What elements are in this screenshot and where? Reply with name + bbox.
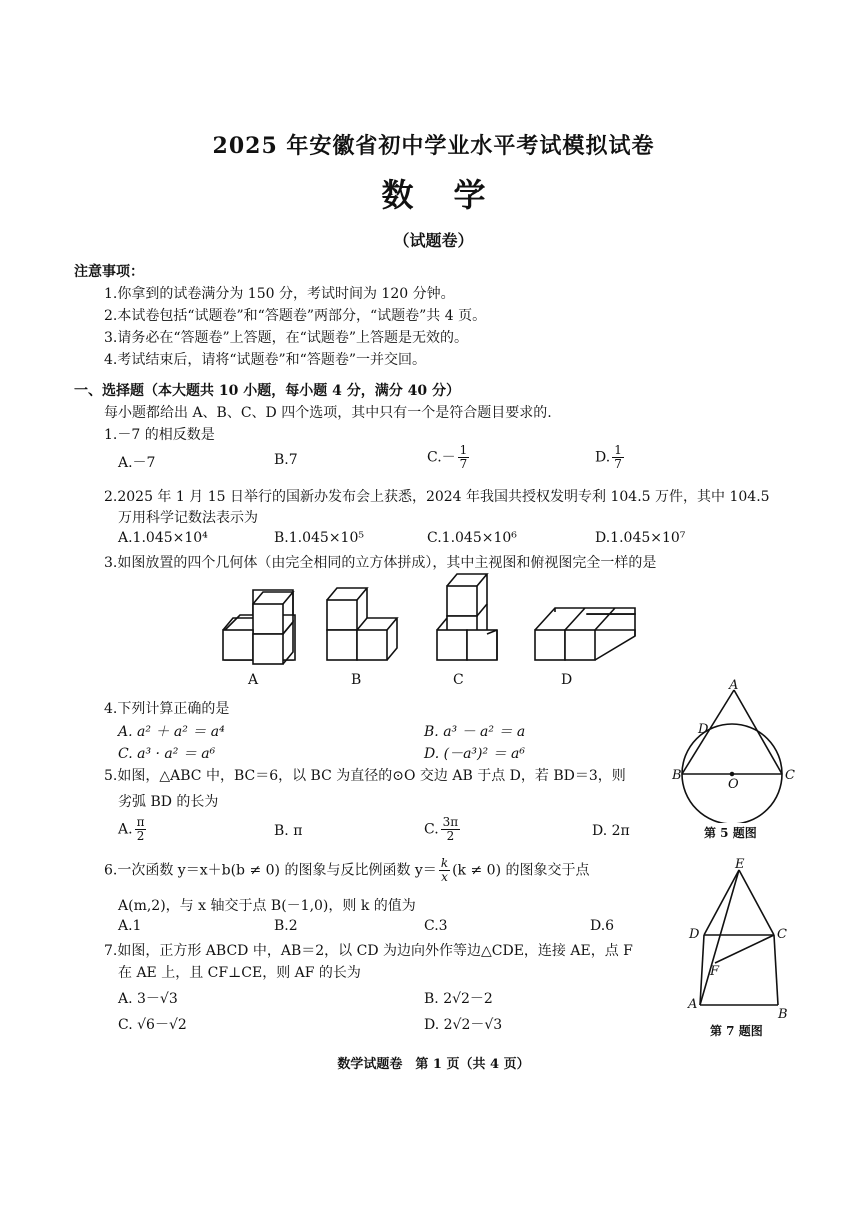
q3-solids-figure [215,570,645,700]
q6-option-a: A.1 [118,918,142,934]
q2-option-c: C.1.045×10⁶ [427,530,517,546]
q2-stem-line1: 2.2025 年 1 月 15 日举行的国新办发布会上获悉，2024 年我国共授权发明专利 104.5 万件，其中 104.5 [104,489,770,505]
solid-d [535,608,635,660]
section-heading: 一、选择题（本大题共 10 小题，每小题 4 分，满分 40 分） [74,383,460,399]
fraction-numerator: k [440,856,449,870]
q7-option-d: D. 2√2－√3 [424,1017,503,1033]
point-label-b: B [778,1007,788,1020]
point-label-f: F [710,964,720,979]
fraction-denominator: 2 [136,829,145,843]
q2-stem-line2: 万用科学记数法表示为 [118,510,258,526]
point-label-a: A [688,997,698,1012]
q3-label-c: C [453,672,464,688]
q1-option-d-prefix: D. [595,449,611,466]
q3-label-b: B [351,672,362,688]
subject-title: 数学 [381,176,526,214]
q5-option-a-prefix: A. [118,821,133,838]
q7-figure-caption: 第 7 题图 [710,1024,763,1038]
fraction-denominator: 7 [614,457,622,471]
fraction-numerator: π [136,815,145,829]
q5-stem-line2: 劣弧 BD 的长为 [118,794,219,810]
notice-item: 4.考试结束后，请将“试题卷”和“答题卷”一并交回。 [104,352,426,368]
point-label-o: O [728,777,739,792]
q5-option-a [118,816,148,843]
point-label-e: E [735,857,745,872]
q5-option-c [424,816,462,843]
q1-option-d-fraction [612,444,624,471]
point-label-b: B [672,768,682,783]
solid-a [223,590,295,664]
point-label-c: C [777,927,787,942]
q6-option-d: D.6 [590,918,615,934]
q6-option-b: B.2 [274,918,298,934]
paper-type: （试题卷） [393,231,474,250]
page-footer: 数学试题卷 第 1 页（共 4 页） [337,1057,530,1072]
q7-option-b: B. 2√2－2 [424,991,493,1007]
q5-option-c-fraction [441,816,461,843]
q3-stem: 3.如图放置的四个几何体（由完全相同的立方体拼成），其中主视图和俯视图完全一样的是 [104,555,657,571]
q5-option-a-fraction [135,816,147,843]
notice-heading: 注意事项： [74,264,144,280]
q3-label-a: A [248,672,259,688]
fraction-numerator: 1 [614,443,622,457]
q2-option-b: B.1.045×10⁵ [274,530,364,546]
q2-option-d: D.1.045×10⁷ [595,530,686,546]
q4-option-a: A. a² ＋ a² ＝ a⁴ [118,724,225,740]
q4-stem: 4.下列计算正确的是 [104,701,230,717]
q5-option-b: B. π [274,823,303,839]
q1-option-a: A.－7 [118,455,156,471]
fraction-numerator: 1 [459,443,468,457]
q1-option-c-prefix: C.－ [427,449,456,466]
notice-item: 2.本试卷包括“试题卷”和“答题卷”两部分，“试题卷”共 4 页。 [104,308,487,324]
q7-option-a: A. 3－√3 [118,991,178,1007]
solid-c [437,574,497,660]
q5-option-c-prefix: C. [424,821,439,838]
q7-stem-line1: 7.如图，正方形 ABCD 中，AB＝2，以 CD 为边向外作等边△CDE，连接 AE，点 F [104,943,633,959]
q4-option-c: C. a³ · a² ＝ a⁶ [118,746,216,762]
fraction-denominator: 2 [446,829,455,843]
q7-stem-line2: 在 AE 上，且 CF⊥CE，则 AF 的长为 [118,965,361,981]
q4-option-d: D. (－a³)² ＝ a⁶ [424,746,525,762]
fraction-denominator: x [441,870,448,884]
q7-figure [684,855,794,1020]
q3-label-d: D [561,672,573,688]
q5-figure-caption: 第 5 题图 [704,826,757,840]
section-instruction: 每小题都给出 A、B、C、D 四个选项，其中只有一个是符合题目要求的. [104,405,552,421]
q1-option-c [427,444,471,471]
q5-figure [672,678,802,823]
q6-stem-part-a: 6.一次函数 y＝x＋b(b ≠ 0) 的图象与反比例函数 y＝ [104,862,437,879]
q4-option-b: B. a³ － a² ＝ a [424,724,526,740]
notice-item: 1.你拿到的试卷满分为 150 分，考试时间为 120 分钟。 [104,286,455,302]
fraction-denominator: 7 [459,457,468,471]
notice-item: 3.请务必在“答题卷”上答题，在“试题卷”上答题是无效的。 [104,330,468,346]
q6-stem-line2: A(m,2)，与 x 轴交于点 B(－1,0)，则 k 的值为 [118,898,416,914]
q5-stem-line1: 5.如图，△ABC 中，BC＝6，以 BC 为直径的⊙O 交边 AB 于点 D，若 BD＝3，则 [104,768,626,784]
q6-stem-part-b: (k ≠ 0) 的图象交于点 [452,862,590,879]
q2-option-a: A.1.045×10⁴ [118,530,208,546]
q6-stem-line1 [104,857,590,884]
point-label-d: D [689,927,700,942]
exam-title: 2025 年安徽省初中学业水平考试模拟试卷 [212,133,655,159]
q1-option-d [595,444,626,471]
q6-option-c: C.3 [424,918,448,934]
q6-fraction [439,857,450,884]
q1-stem: 1.－7 的相反数是 [104,427,215,443]
q1-option-c-fraction [458,444,470,471]
point-label-d: D [698,722,709,737]
fraction-numerator: 3π [442,815,459,829]
q7-option-c: C. √6－√2 [118,1017,187,1033]
q1-option-b: B.7 [274,452,298,468]
point-label-c: C [785,768,795,783]
point-label-a: A [729,678,739,693]
solid-b [327,588,397,660]
q5-option-d: D. 2π [592,823,630,839]
